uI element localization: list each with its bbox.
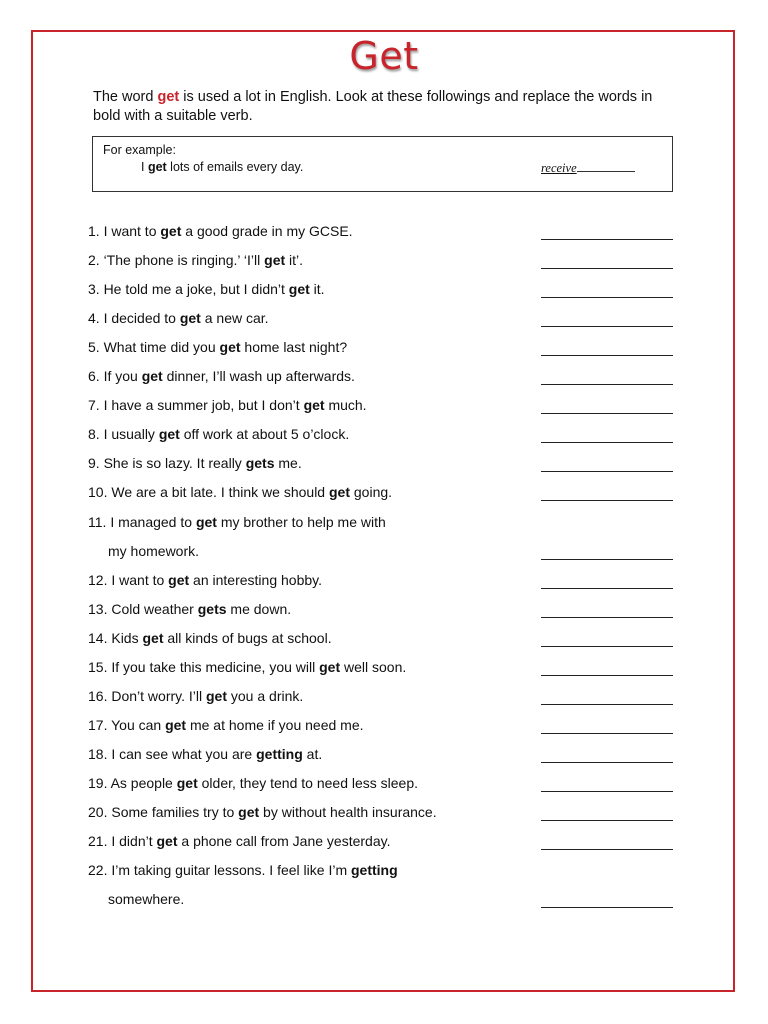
exercise-sentence <box>88 484 392 500</box>
exercise-sentence <box>108 891 184 907</box>
exercise-sentence <box>88 601 291 617</box>
sentence-part: 14. Kids <box>88 630 143 646</box>
exercise-item-line <box>0 368 768 390</box>
sentence-part: 3. He told me a joke, but I didn’t <box>88 281 289 297</box>
sentence-part: 10. We are a bit late. I think we should <box>88 484 329 500</box>
answer-blank[interactable] <box>541 617 673 618</box>
instructions-keyword: get <box>157 89 180 105</box>
answer-blank[interactable] <box>541 559 673 560</box>
sentence-part: 12. I want to <box>88 572 169 588</box>
answer-blank[interactable] <box>541 675 673 676</box>
sentence-part: 9. She is so lazy. It really <box>88 455 246 471</box>
exercise-item-line <box>0 630 768 652</box>
answer-blank[interactable] <box>541 646 673 647</box>
exercise-sentence <box>88 397 367 413</box>
answer-blank[interactable] <box>541 384 673 385</box>
exercise-item-line <box>0 775 768 797</box>
exercise-item-line <box>0 804 768 826</box>
sentence-part: off work at about 5 o’clock. <box>179 426 350 442</box>
example-keyword: get <box>147 160 167 174</box>
sentence-part: it. <box>309 281 325 297</box>
sentence-keyword: get <box>206 688 227 704</box>
exercise-item-line <box>0 891 768 913</box>
sentence-part: 8. I usually <box>88 426 159 442</box>
sentence-part: a phone call from Jane yesterday. <box>177 833 391 849</box>
answer-blank[interactable] <box>541 820 673 821</box>
exercise-item-line <box>0 339 768 361</box>
answer-blank[interactable] <box>541 849 673 850</box>
answer-blank[interactable] <box>541 704 673 705</box>
exercise-item-line <box>0 717 768 739</box>
exercise-item-line <box>0 252 768 274</box>
sentence-part: 18. I can see what you are <box>88 746 257 762</box>
sentence-part: much. <box>324 397 367 413</box>
sentence-part: 2. ‘The phone is ringing.’ ‘I’ll <box>88 252 265 268</box>
sentence-part: my brother to help me with <box>216 514 386 530</box>
sentence-part: well soon. <box>340 659 407 675</box>
exercise-sentence <box>88 339 347 355</box>
sentence-part: you a drink. <box>227 688 304 704</box>
sentence-keyword: get <box>179 310 201 326</box>
example-after: lots of emails every day. <box>166 160 304 174</box>
answer-blank[interactable] <box>541 355 673 356</box>
sentence-part: home last night? <box>240 339 348 355</box>
exercise-sentence <box>88 368 355 384</box>
exercise-item-line <box>0 310 768 332</box>
sentence-part: 11. I managed to <box>88 514 196 530</box>
sentence-keyword: get <box>219 339 241 355</box>
exercise-item-line <box>0 833 768 855</box>
exercise-item-line <box>0 572 768 594</box>
exercise-sentence <box>88 659 406 675</box>
answer-blank[interactable] <box>541 588 673 589</box>
exercise-item-line <box>0 688 768 710</box>
answer-blank[interactable] <box>541 268 673 269</box>
sentence-part: by without health insurance. <box>259 804 437 820</box>
exercise-item-line <box>0 659 768 681</box>
exercise-sentence <box>88 862 398 878</box>
exercise-sentence <box>88 572 322 588</box>
sentence-part: a new car. <box>200 310 269 326</box>
sentence-keyword: get <box>264 252 286 268</box>
sentence-part: 17. You can <box>88 717 166 733</box>
sentence-part: 4. I decided to <box>88 310 180 326</box>
exercise-sentence <box>88 630 332 646</box>
sentence-keyword: get <box>238 804 260 820</box>
answer-blank[interactable] <box>541 907 673 908</box>
sentence-keyword: get <box>156 833 178 849</box>
exercise-sentence <box>108 543 199 559</box>
sentence-part: 19. As people <box>88 775 177 791</box>
exercise-sentence <box>88 514 386 530</box>
sentence-part: 20. Some families try to <box>88 804 239 820</box>
sentence-part: my homework. <box>108 543 200 559</box>
sentence-keyword: get <box>158 426 180 442</box>
sentence-part: 5. What time did you <box>88 339 220 355</box>
exercise-sentence <box>88 223 353 239</box>
answer-blank[interactable] <box>541 500 673 501</box>
exercise-item-line <box>0 397 768 419</box>
exercise-item-line <box>0 484 768 506</box>
sentence-keyword: get <box>165 717 187 733</box>
exercise-item-line <box>0 426 768 448</box>
sentence-part: me. <box>274 455 302 471</box>
sentence-part: older, they tend to need less sleep. <box>197 775 419 791</box>
sentence-keyword: get <box>142 630 164 646</box>
sentence-part: a good grade in my GCSE. <box>181 223 353 239</box>
example-answer-word: receive <box>541 161 577 175</box>
sentence-keyword: get <box>195 514 217 530</box>
sentence-part: an interesting hobby. <box>189 572 323 588</box>
sentence-keyword: getting <box>351 862 398 878</box>
sentence-part: 13. Cold weather <box>88 601 198 617</box>
exercise-sentence <box>88 310 269 326</box>
sentence-keyword: gets <box>197 601 227 617</box>
answer-blank[interactable] <box>541 442 673 443</box>
sentence-part: at. <box>302 746 323 762</box>
exercise-sentence <box>88 455 302 471</box>
sentence-part: somewhere. <box>108 891 185 907</box>
answer-blank[interactable] <box>541 297 673 298</box>
exercise-sentence <box>88 833 390 849</box>
answer-blank[interactable] <box>541 413 673 414</box>
instructions-before: The word <box>93 89 158 105</box>
example-before: I <box>141 160 148 174</box>
exercise-item-line <box>0 223 768 245</box>
sentence-keyword: get <box>160 223 182 239</box>
exercise-sentence <box>88 426 349 442</box>
sentence-part: dinner, I’ll wash up afterwards. <box>162 368 355 384</box>
sentence-part: it’. <box>285 252 304 268</box>
exercise-item-line <box>0 281 768 303</box>
exercise-sentence <box>88 281 325 297</box>
exercise-sentence <box>88 252 303 268</box>
sentence-keyword: get <box>141 368 163 384</box>
exercise-item-line <box>0 862 768 884</box>
instructions-after: is used a lot in English. Look at these followings and replace the words in bold with a suitable verb. <box>93 89 653 124</box>
sentence-keyword: get <box>303 397 325 413</box>
sentence-part: 6. If you <box>88 368 142 384</box>
sentence-keyword: get <box>329 484 350 500</box>
sentence-keyword: get <box>168 572 190 588</box>
exercise-item-line <box>0 601 768 623</box>
sentence-part: 15. If you take this medicine, you will <box>88 659 320 675</box>
answer-blank[interactable] <box>541 762 673 763</box>
exercise-sentence <box>88 775 418 791</box>
answer-blank[interactable] <box>541 239 673 240</box>
exercise-item-line <box>0 455 768 477</box>
sentence-part: me down. <box>226 601 292 617</box>
sentence-keyword: get <box>319 659 341 675</box>
sentence-part: 1. I want to <box>88 223 161 239</box>
example-label: For example: <box>103 143 176 157</box>
exercise-sentence <box>88 688 303 704</box>
sentence-keyword: get <box>288 281 310 297</box>
sentence-keyword: getting <box>256 746 303 762</box>
sentence-part: 16. Don’t worry. I’ll <box>88 688 206 704</box>
sentence-keyword: get <box>176 775 198 791</box>
answer-blank[interactable] <box>541 471 673 472</box>
exercise-item-line <box>0 543 768 565</box>
exercise-sentence <box>88 746 322 762</box>
sentence-part: 22. I’m taking guitar lessons. I feel like I’m <box>88 862 351 878</box>
sentence-part: all kinds of bugs at school. <box>163 630 332 646</box>
sentence-part: 21. I didn’t <box>88 833 157 849</box>
exercise-item-line <box>0 514 768 536</box>
sentence-keyword: gets <box>245 455 275 471</box>
exercise-item-line <box>0 746 768 768</box>
sentence-part: me at home if you need me. <box>186 717 364 733</box>
answer-blank[interactable] <box>541 791 673 792</box>
exercise-sentence <box>88 804 437 820</box>
answer-blank[interactable] <box>541 326 673 327</box>
sentence-part: 7. I have a summer job, but I don’t <box>88 397 304 413</box>
sentence-part: going. <box>350 484 393 500</box>
exercise-sentence <box>88 717 364 733</box>
answer-blank[interactable] <box>541 733 673 734</box>
page-title: Get <box>349 34 419 78</box>
